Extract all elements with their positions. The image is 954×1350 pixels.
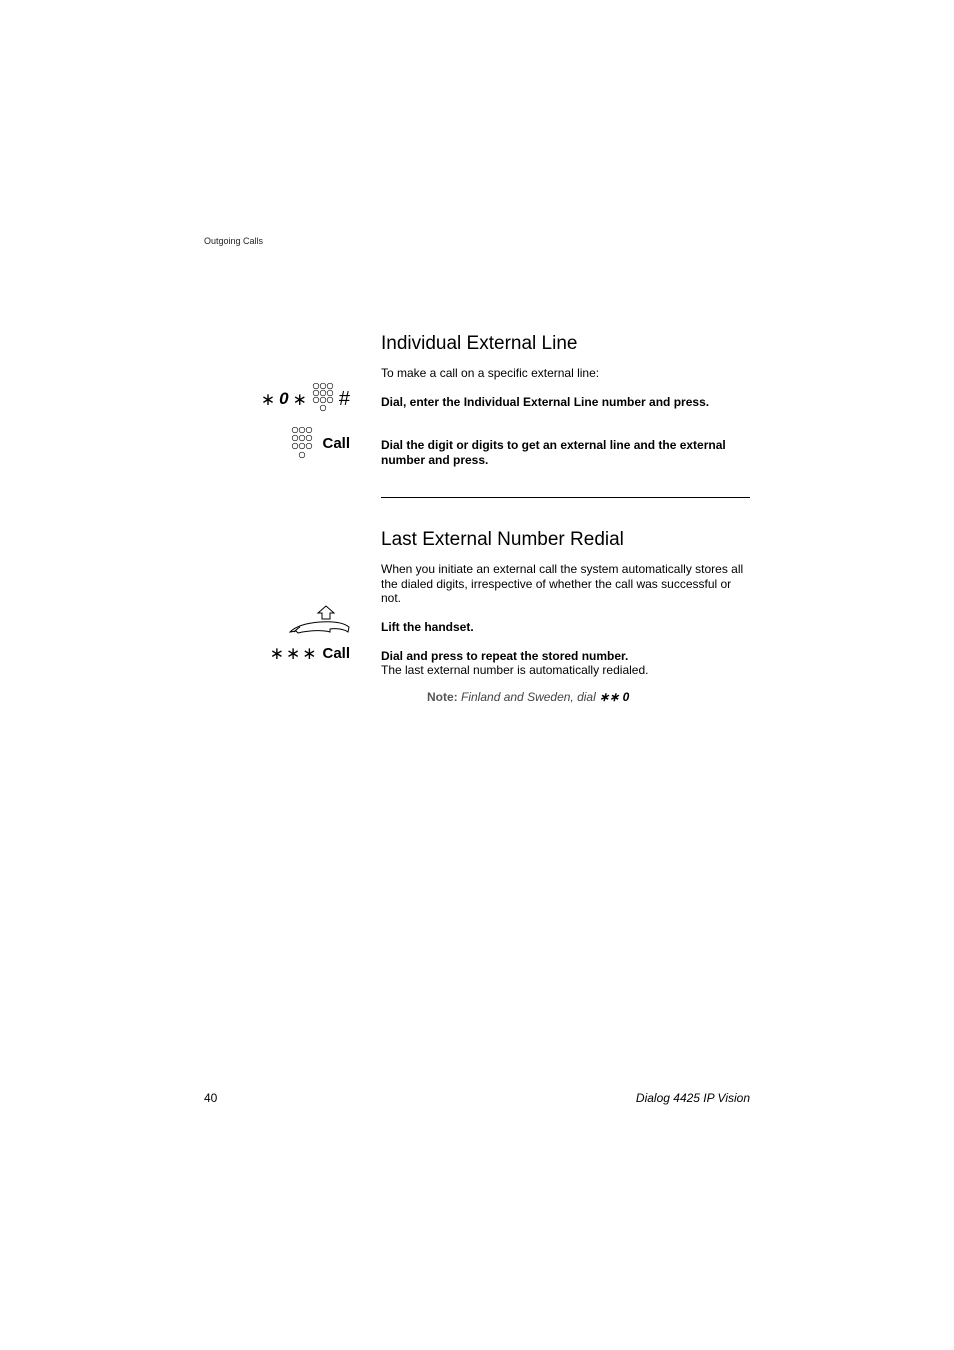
keypad-icon bbox=[290, 425, 314, 461]
redial-instruction: Dial and press to repeat the stored number. bbox=[381, 649, 629, 663]
redial-description: The last external number is automatically redialed. bbox=[381, 663, 649, 677]
hash-key-icon: # bbox=[338, 388, 350, 410]
zero-key-icon: 0 bbox=[279, 389, 289, 408]
note-zero-key: 0 bbox=[622, 690, 630, 704]
product-name: Dialog 4425 IP Vision bbox=[635, 1091, 750, 1105]
redial-key-sequence bbox=[270, 645, 350, 662]
section-divider bbox=[381, 497, 750, 498]
star-keys-icon: ∗∗∗ bbox=[269, 644, 319, 663]
star-key-icon: ∗ bbox=[292, 389, 307, 409]
step1-instruction: Dial, enter the Individual External Line number and press. bbox=[381, 395, 710, 409]
section2-intro: When you initiate an external call the system automatically stores all the dialed digits, irrespective of whether the call was successful or not. bbox=[381, 562, 744, 605]
call-key-label: Call bbox=[322, 434, 350, 452]
lift-handset-instruction: Lift the handset. bbox=[381, 620, 474, 634]
running-header: Outgoing Calls bbox=[204, 236, 264, 246]
step1-key-sequence bbox=[261, 382, 350, 416]
lift-handset-icon bbox=[286, 605, 352, 642]
step2-key-sequence bbox=[290, 425, 350, 461]
section-title-individual-external-line: Individual External Line bbox=[381, 333, 578, 354]
note-star-keys: ∗∗ bbox=[599, 690, 620, 704]
star-key-icon: ∗ bbox=[260, 389, 276, 409]
note-text: Finland and Sweden, dial bbox=[461, 690, 596, 704]
keypad-icon bbox=[311, 382, 335, 416]
note-label: Note: bbox=[427, 690, 458, 704]
note bbox=[427, 690, 629, 704]
call-key-label: Call bbox=[322, 645, 350, 662]
section-title-last-external-number-redial: Last External Number Redial bbox=[381, 529, 624, 550]
step2-instruction: Dial the digit or digits to get an external line and the external number and press. bbox=[381, 438, 726, 467]
section1-intro: To make a call on a specific external line: bbox=[381, 366, 600, 380]
page-number: 40 bbox=[204, 1091, 218, 1105]
